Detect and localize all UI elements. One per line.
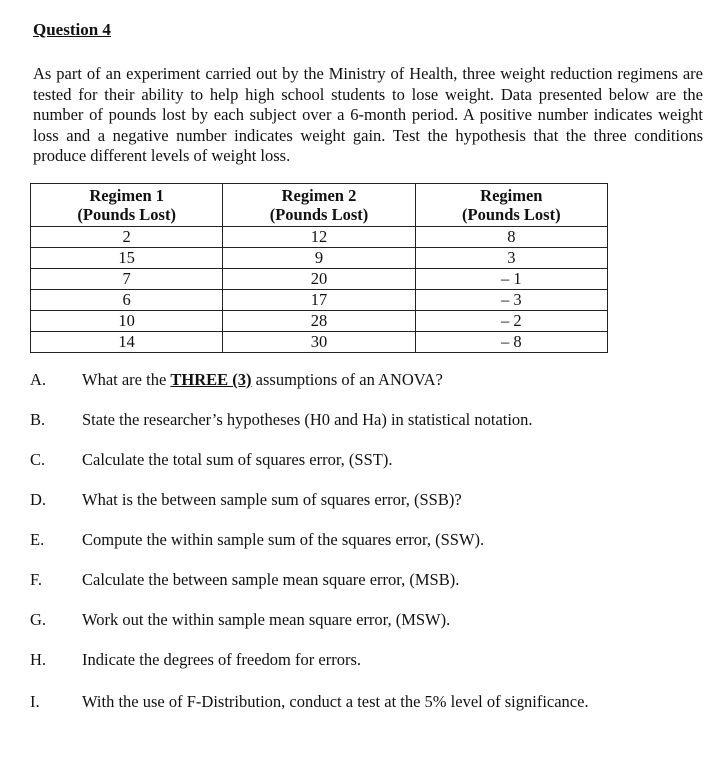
- table-row: [31, 311, 608, 332]
- table-cell: – 2: [415, 311, 607, 332]
- table-cell: 10: [31, 311, 223, 332]
- header-regimen-2: Regimen 2 (Pounds Lost): [223, 184, 415, 227]
- question-letter: C.: [30, 450, 46, 469]
- table-cell: 15: [31, 248, 223, 269]
- question-item-d: [0, 490, 715, 512]
- question-item-c: [0, 450, 715, 472]
- table-row: [31, 332, 608, 353]
- header-regimen-1: Regimen 1 (Pounds Lost): [31, 184, 223, 227]
- question-letter: A.: [30, 370, 47, 389]
- question-text: With the use of F-Distribution, conduct a test at the 5% level of significance.: [82, 692, 589, 711]
- question-text: Indicate the degrees of freedom for errors.: [82, 650, 361, 669]
- intro-paragraph: As part of an experiment carried out by the Ministry of Health, three weight reduction regimens are tested for their ability to help high school students to lose weight. Data presented below are the number of pounds lost by each subject over a 6-month period. A positive number indicates weight loss and a negative number indicates weight gain. Test the hypothesis that the three conditions produce different levels of weight loss.: [33, 64, 703, 165]
- table-cell: 7: [31, 269, 223, 290]
- question-text: What is the between sample sum of squares error, (SSB)?: [82, 490, 462, 509]
- question-item-h: [0, 650, 715, 672]
- table-cell: – 3: [415, 290, 607, 311]
- question-item-a: [0, 370, 715, 392]
- question-title: Question 4: [33, 20, 111, 39]
- question-item-i: [0, 692, 715, 714]
- question-letter: H.: [30, 650, 47, 669]
- question-item-e: [0, 530, 715, 552]
- table-cell: – 1: [415, 269, 607, 290]
- question-text: What are the THREE (3) assumptions of an ANOVA?: [82, 370, 443, 389]
- table-row: [31, 248, 608, 269]
- question-letter: I.: [30, 692, 40, 711]
- table-cell: 14: [31, 332, 223, 353]
- table-row: [31, 227, 608, 248]
- question-letter: B.: [30, 410, 46, 429]
- table-row: [31, 269, 608, 290]
- question-text: Calculate the between sample mean square error, (MSB).: [82, 570, 460, 589]
- question-item-g: [0, 610, 715, 632]
- table-cell: 17: [223, 290, 415, 311]
- table-header-row: [31, 184, 608, 227]
- question-letter: D.: [30, 490, 47, 509]
- question-letter: G.: [30, 610, 47, 629]
- table-cell: 6: [31, 290, 223, 311]
- weight-loss-table: [30, 183, 608, 353]
- header-regimen-3: Regimen (Pounds Lost): [415, 184, 607, 227]
- table-cell: 3: [415, 248, 607, 269]
- question-text: State the researcher’s hypotheses (H0 and Ha) in statistical notation.: [82, 410, 533, 429]
- question-letter: E.: [30, 530, 45, 549]
- table-cell: – 8: [415, 332, 607, 353]
- question-text: Work out the within sample mean square error, (MSW).: [82, 610, 451, 629]
- table-cell: 2: [31, 227, 223, 248]
- table-cell: 8: [415, 227, 607, 248]
- table-cell: 30: [223, 332, 415, 353]
- table-cell: 12: [223, 227, 415, 248]
- table-row: [31, 290, 608, 311]
- question-item-b: [0, 410, 715, 432]
- table-cell: 9: [223, 248, 415, 269]
- question-letter: F.: [30, 570, 42, 589]
- table-cell: 20: [223, 269, 415, 290]
- question-text: Calculate the total sum of squares error, (SST).: [82, 450, 393, 469]
- question-item-f: [0, 570, 715, 592]
- table-cell: 28: [223, 311, 415, 332]
- question-text: Compute the within sample sum of the squares error, (SSW).: [82, 530, 485, 549]
